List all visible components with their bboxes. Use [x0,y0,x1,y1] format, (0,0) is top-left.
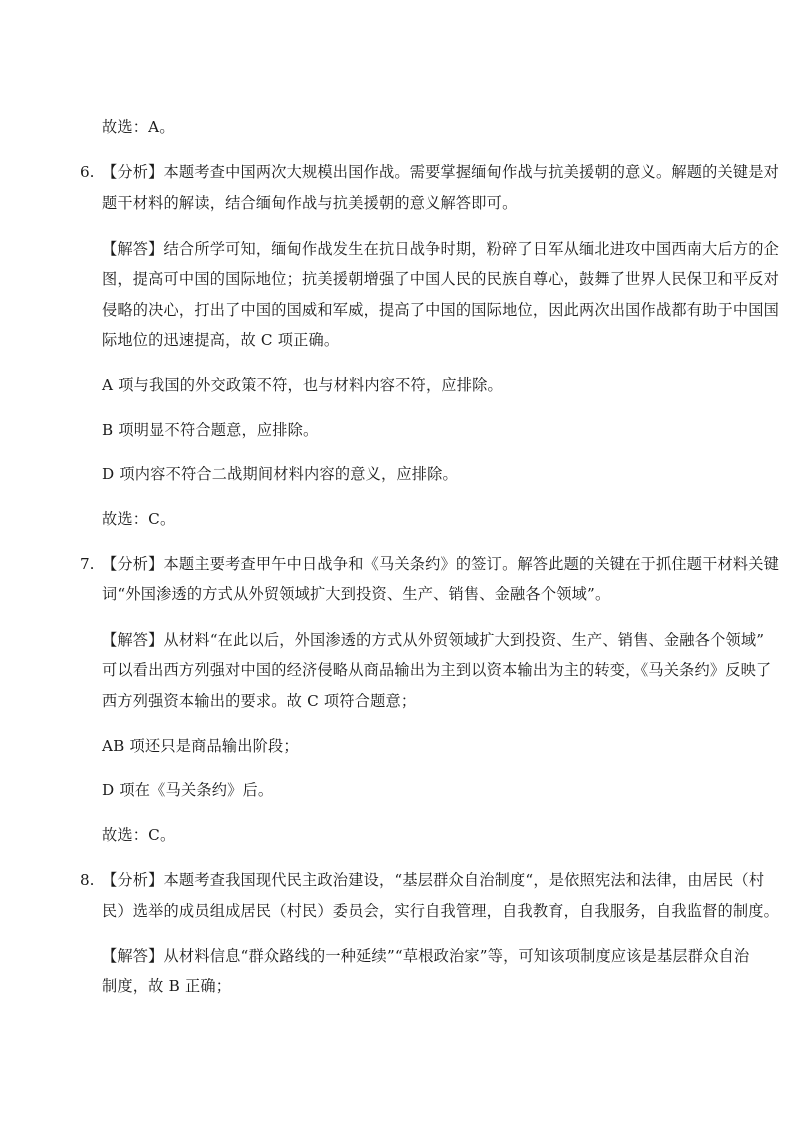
text-line: 图，提高可中国的国际地位；抗美援朝增强了中国人民的民族自尊心，鼓舞了世界人民保卫和平反对 [102,270,780,288]
text-line: AB 项还只是商品输出阶段； [102,737,299,755]
text-line: 【解答】从材料“在此以后，外国渗透的方式从外贸领域扩大到投资、生产、销售、金融各个领域” [102,631,765,649]
text-line: 西方列强资本输出的要求。故 C 项符合题意； [102,692,417,710]
text-line: 可以看出西方列强对中国的经济侵略从商品输出为主到以资本输出为主的转变，《马关条约》反映了 [102,661,772,679]
text-line: D 项在《马关条约》后。 [102,781,274,799]
text-line: 【分析】本题考查我国现代民主政治建设，“基层群众自治制度“，是依照宪法和法律，由居民（村 [102,871,765,889]
text-line: 民）选举的成员组成居民（村民）委员会，实行自我管理，自我教育，自我服务，自我监督的制度。 [102,902,780,920]
text-line: 词“外国渗透的方式从外贸领域扩大到投资、生产、销售、金融各个领域”。 [102,585,611,603]
question-number: 7. [80,555,95,573]
question-number: 6. [80,163,95,181]
text-line: 【解答】结合所学可知，缅甸作战发生在抗日战争时期，粉碎了日军从缅北进攻中国西南大后方的企 [102,240,780,258]
text-line: 【分析】本题主要考查甲午中日战争和《马关条约》的签订。解答此题的关键在于抓住题干材料关键 [102,555,780,573]
text-line: 侵略的决心，打出了中国的国威和军威，提高了中国的国际地位，因此两次出国作战都有助于中国国 [102,301,780,319]
text-line: 制度，故 B 正确； [102,977,232,995]
text-line: 际地位的迅速提高，故 C 项正确。 [102,331,340,349]
text-line: 故选：A。 [102,118,175,136]
text-line: 故选：C。 [102,826,176,844]
question-number: 8. [80,871,95,889]
text-line: A 项与我国的外交政策不符，也与材料内容不符，应排除。 [102,376,503,394]
text-line: 故选：C。 [102,510,176,528]
text-line: 【分析】本题考查中国两次大规模出国作战。需要掌握缅甸作战与抗美援朝的意义。解题的关键是对 [102,163,780,181]
text-line: B 项明显不符合题意，应排除。 [102,421,319,439]
text-line: 【解答】从材料信息“群众路线的一种延续”“草根政治家”等，可知该项制度应该是基层群众自治 [102,947,750,965]
text-line: 题干材料的解读，结合缅甸作战与抗美援朝的意义解答即可。 [102,194,518,212]
text-line: D 项内容不符合二战期间材料内容的意义，应排除。 [102,465,458,483]
